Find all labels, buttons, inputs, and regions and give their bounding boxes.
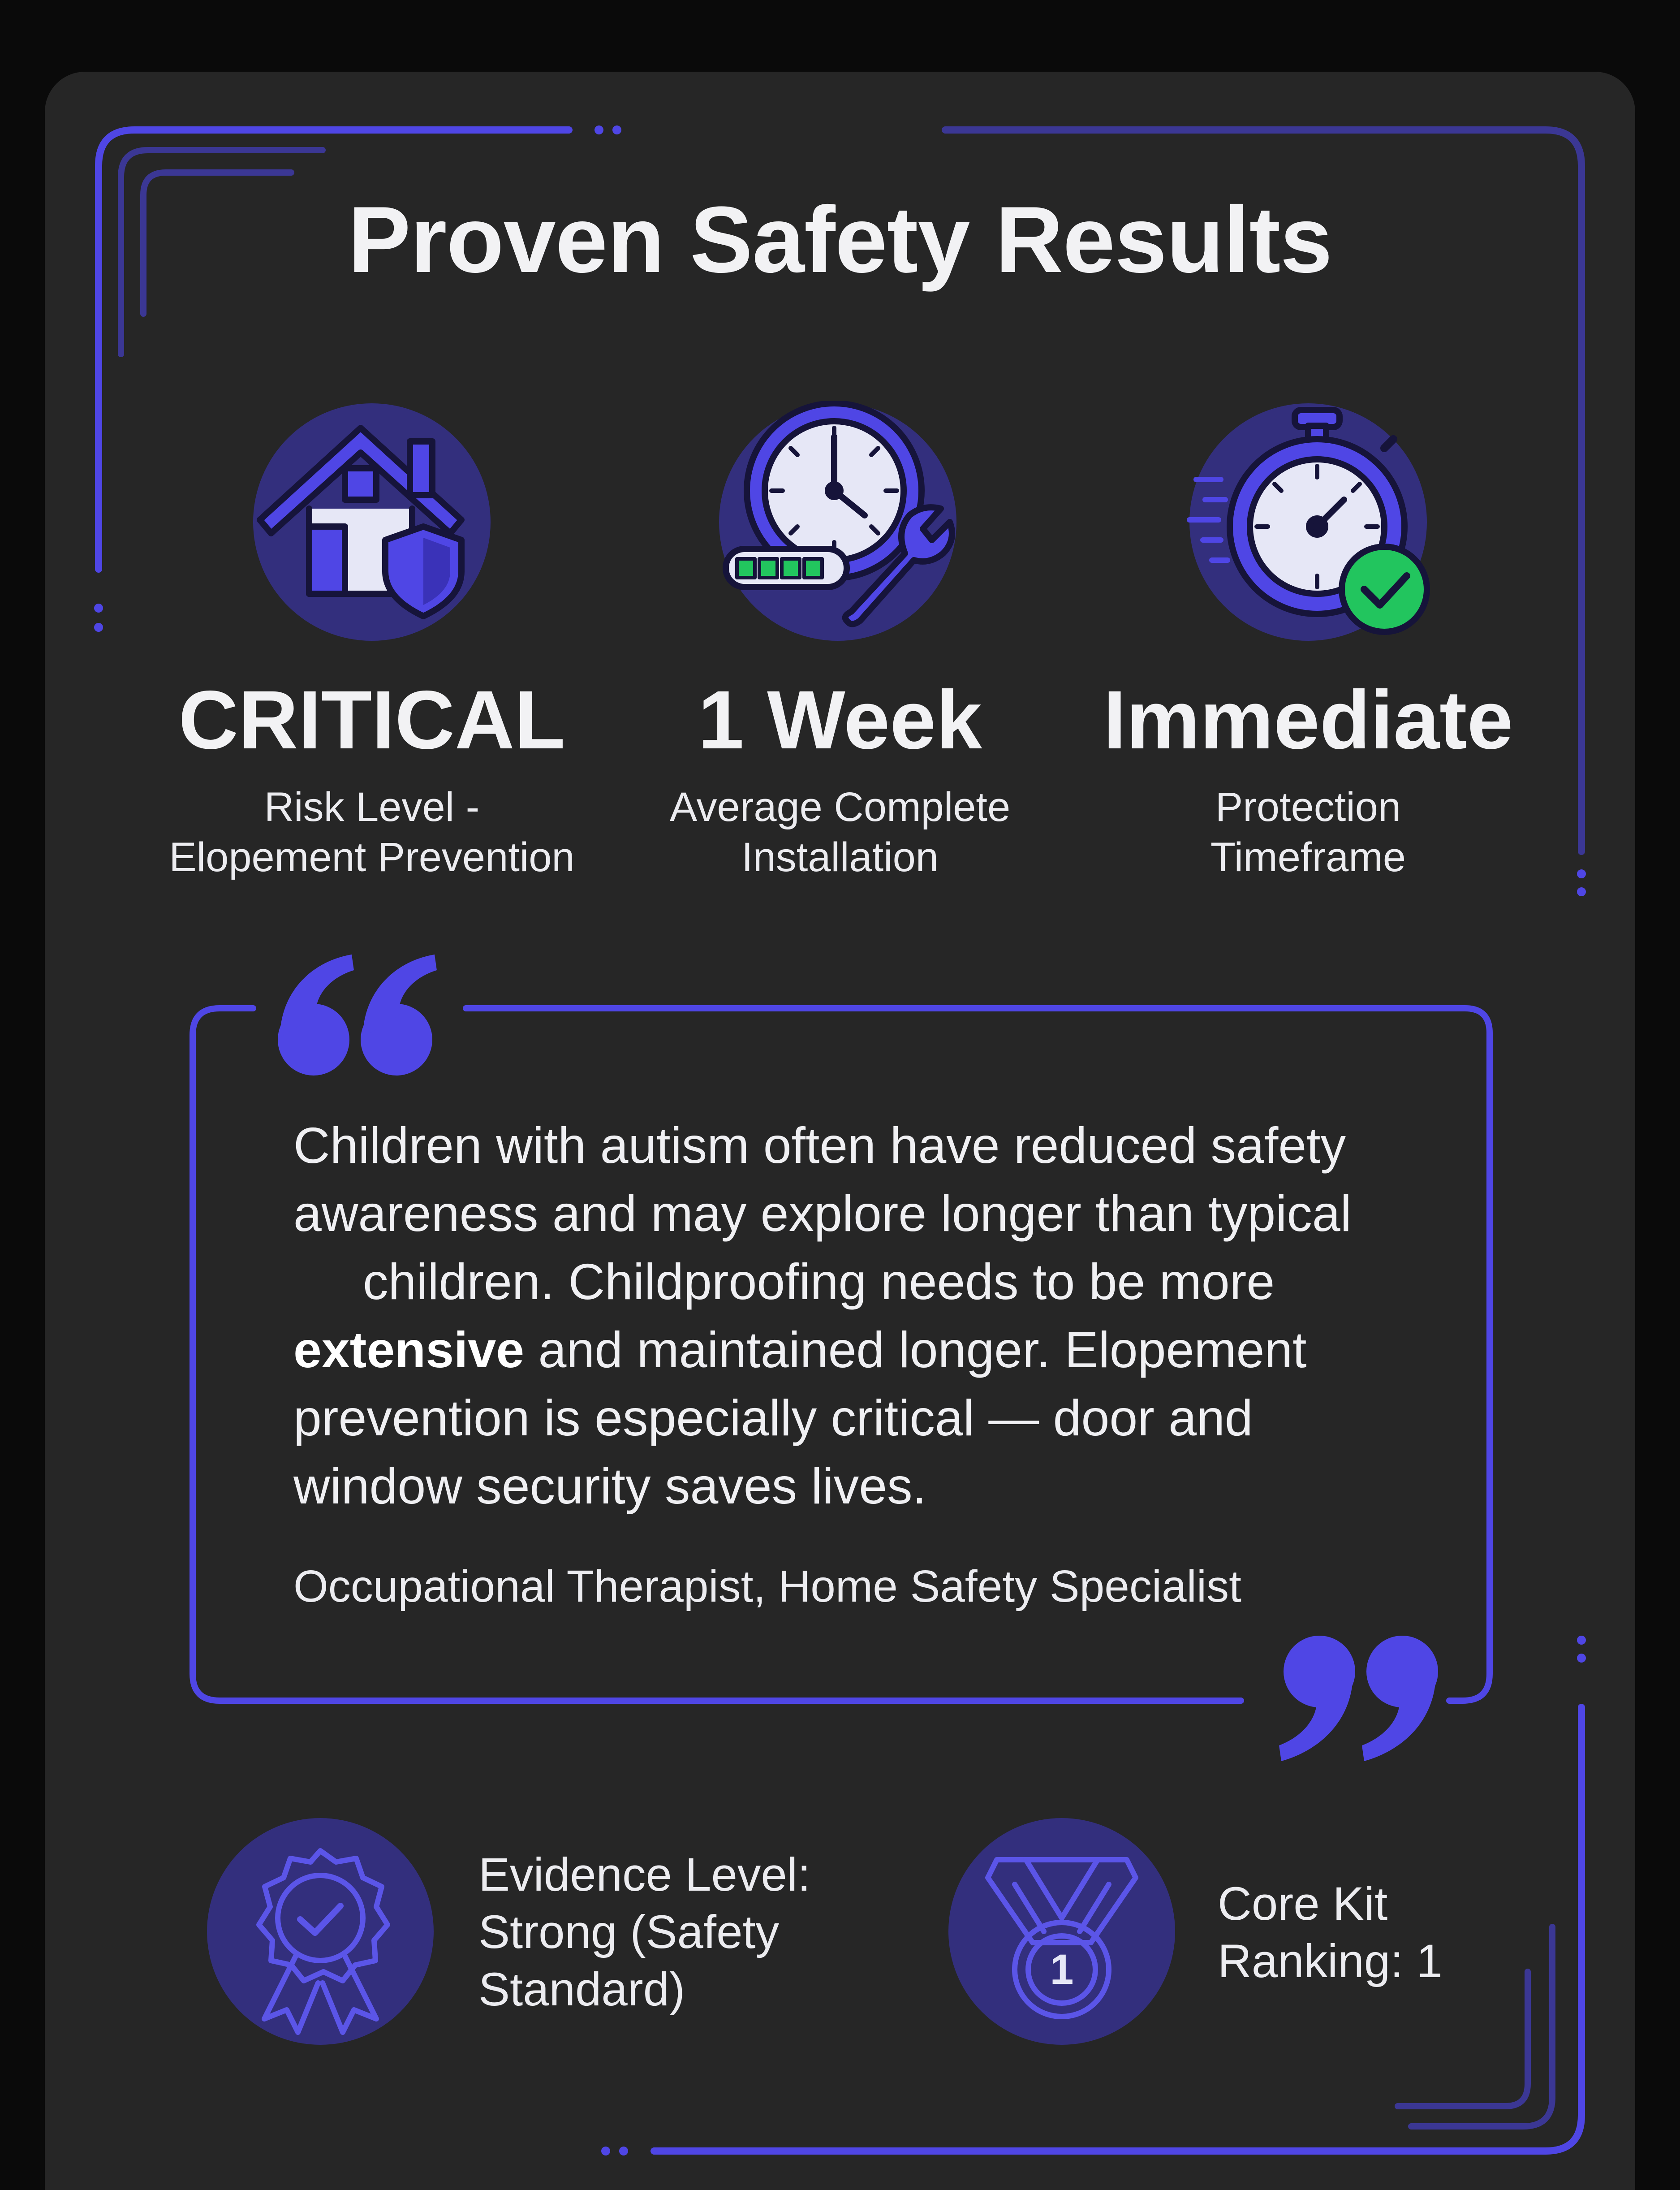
quote-text: Children with autism often have reduced safety awareness and may explore longer than typical children. Childproofing needs to be more extensive and maintained longer. Elopement prevention is especially critical — door and window security saves lives. (293, 1117, 1352, 1514)
stat-risk-level (103, 674, 641, 882)
badge-evidence-text: Evidence Level: Strong (Safety Standard) (478, 1849, 811, 2016)
stat-value: 1 Week (698, 674, 982, 766)
page-title: Proven Safety Results (348, 187, 1332, 292)
stat-protection (1039, 674, 1577, 882)
stat-value: Immediate (1103, 674, 1513, 766)
close-quote-icon (1275, 1633, 1440, 1763)
medal-icon (948, 1817, 1176, 2046)
badge-ranking-text: Core Kit Ranking: 1 (1218, 1878, 1443, 1987)
stat-description: Risk Level - Elopement Prevention (169, 784, 575, 880)
quote-emphasis: extensive (293, 1322, 525, 1378)
open-quote-icon (276, 952, 441, 1078)
quote-attribution: Occupational Therapist, Home Safety Specialist (293, 1561, 1241, 1611)
stat-description: Protection Timeframe (1210, 784, 1406, 880)
stat-description: Average Complete Installation (669, 784, 1011, 880)
stat-value: CRITICAL (178, 674, 565, 766)
stat-installation (571, 674, 1109, 882)
clock-wrench-icon (717, 401, 968, 652)
medal-number: 1 (1050, 1946, 1074, 1993)
stopwatch-check-icon (1183, 401, 1434, 652)
rosette-check-icon (206, 1817, 435, 2046)
house-shield-icon (251, 401, 502, 652)
